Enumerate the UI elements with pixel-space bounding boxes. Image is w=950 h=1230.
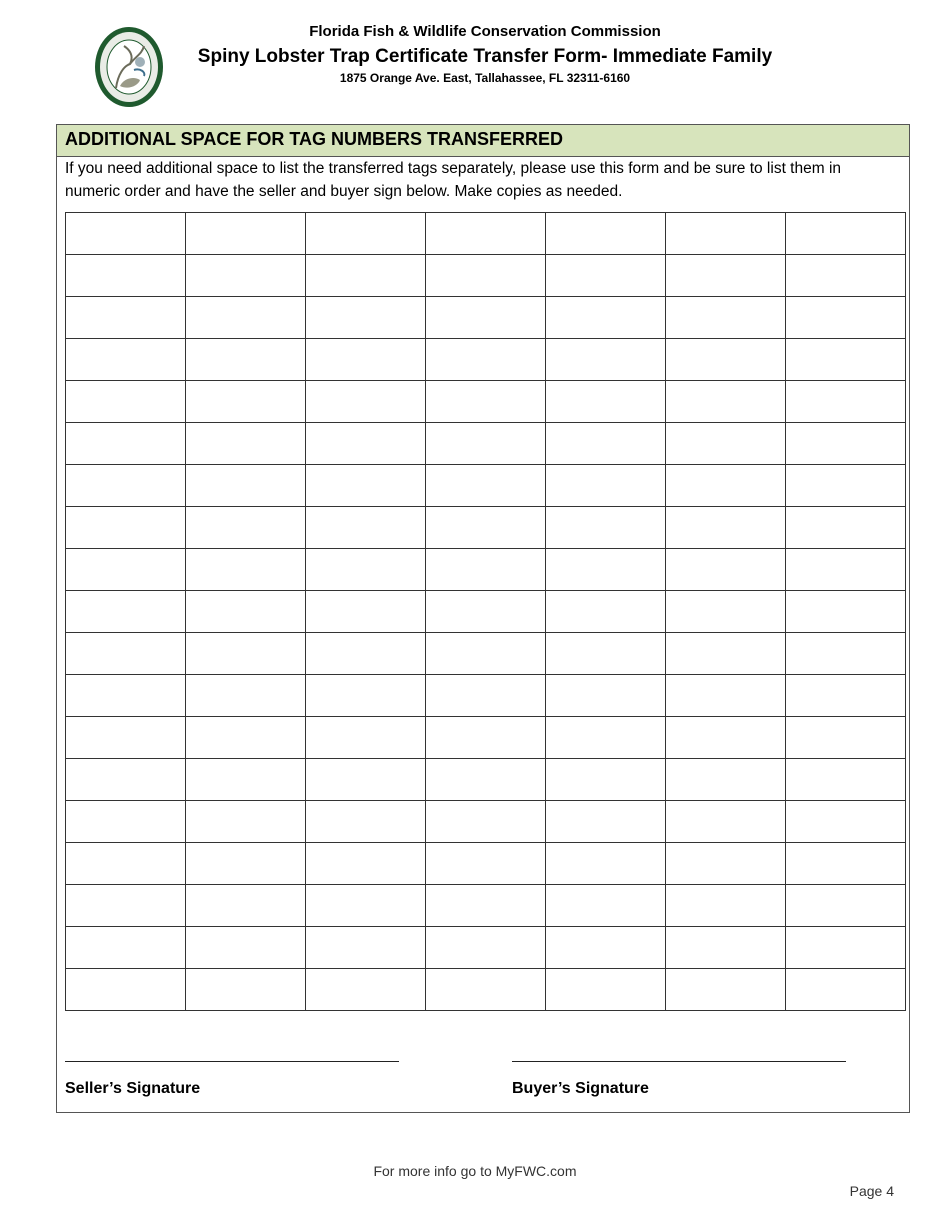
tag-number-cell[interactable] [546,465,666,507]
tag-number-cell[interactable] [786,885,906,927]
tag-number-cell[interactable] [66,591,186,633]
tag-number-cell[interactable] [666,507,786,549]
tag-number-cell[interactable] [666,927,786,969]
tag-number-cell[interactable] [306,381,426,423]
tag-number-cell[interactable] [66,801,186,843]
tag-number-cell[interactable] [306,843,426,885]
tag-number-cell[interactable] [66,297,186,339]
tag-number-cell[interactable] [786,297,906,339]
tag-number-cell[interactable] [666,969,786,1011]
table-row [66,255,906,297]
table-row [66,549,906,591]
tag-number-cell[interactable] [306,927,426,969]
tag-number-cell[interactable] [186,549,306,591]
form-title: Spiny Lobster Trap Certificate Transfer Form- Immediate Family [197,46,773,67]
tag-number-cell[interactable] [426,297,546,339]
tag-number-cell[interactable] [66,381,186,423]
table-row [66,297,906,339]
tag-number-cell[interactable] [66,339,186,381]
agency-address: 1875 Orange Ave. East, Tallahassee, FL 32311-6160 [339,71,631,85]
tag-number-cell[interactable] [66,927,186,969]
tag-number-cell[interactable] [306,717,426,759]
tag-number-cell[interactable] [666,675,786,717]
tag-number-cell[interactable] [426,549,546,591]
tag-number-cell[interactable] [426,675,546,717]
tag-number-cell[interactable] [426,927,546,969]
tag-number-cell[interactable] [306,885,426,927]
tag-number-cell[interactable] [666,423,786,465]
tag-number-cell[interactable] [426,759,546,801]
tag-number-cell[interactable] [666,885,786,927]
table-row [66,213,906,255]
tag-number-cell[interactable] [546,591,666,633]
tag-number-cell[interactable] [306,255,426,297]
tag-number-cell[interactable] [186,759,306,801]
tag-number-cell[interactable] [306,801,426,843]
tag-number-cell[interactable] [546,507,666,549]
tag-number-cell[interactable] [66,969,186,1011]
tag-number-cell[interactable] [186,507,306,549]
tag-number-cell[interactable] [66,507,186,549]
tag-number-cell[interactable] [666,381,786,423]
tag-number-cell[interactable] [186,633,306,675]
tag-number-cell[interactable] [786,465,906,507]
tag-number-cell[interactable] [786,843,906,885]
tag-number-cell[interactable] [306,549,426,591]
section-instructions: If you need additional space to list the transferred tags separately, please use this form and be sure to list them in numeric order and have the seller and buyer sign below. Make copies as needed. [65,160,842,200]
tag-number-cell[interactable] [666,255,786,297]
tag-number-cell[interactable] [186,969,306,1011]
tag-number-cell[interactable] [186,381,306,423]
tag-number-cell[interactable] [306,297,426,339]
tag-number-cell[interactable] [786,255,906,297]
table-row [66,465,906,507]
table-row [66,969,906,1011]
tag-numbers-section [56,124,910,1113]
tag-number-cell[interactable] [426,591,546,633]
tag-number-cell[interactable] [66,633,186,675]
table-row [66,759,906,801]
tag-number-cell[interactable] [66,885,186,927]
tag-number-cell[interactable] [66,423,186,465]
table-row [66,633,906,675]
tag-number-cell[interactable] [786,213,906,255]
tag-number-cell[interactable] [306,591,426,633]
tag-number-cell[interactable] [426,633,546,675]
tag-number-cell[interactable] [66,255,186,297]
tag-number-cell[interactable] [666,591,786,633]
tag-number-cell[interactable] [66,759,186,801]
tag-number-cell[interactable] [786,717,906,759]
tag-number-cell[interactable] [426,381,546,423]
tag-number-cell[interactable] [546,801,666,843]
tag-number-cell[interactable] [306,423,426,465]
tag-number-cell[interactable] [186,591,306,633]
tag-number-cell[interactable] [186,927,306,969]
table-row [66,927,906,969]
tag-number-cell[interactable] [426,423,546,465]
tag-number-cell[interactable] [546,759,666,801]
tag-number-cell[interactable] [426,255,546,297]
tag-number-cell[interactable] [426,213,546,255]
seller-signature-line[interactable] [65,1061,399,1062]
tag-number-cell[interactable] [306,759,426,801]
tag-number-cell[interactable] [666,213,786,255]
table-row [66,507,906,549]
tag-number-cell[interactable] [426,507,546,549]
tag-number-cell[interactable] [786,591,906,633]
tag-number-cell[interactable] [306,213,426,255]
section-title: ADDITIONAL SPACE FOR TAG NUMBERS TRANSFERRED [57,125,909,157]
table-row [66,381,906,423]
tag-number-cell[interactable] [426,717,546,759]
tag-number-cell[interactable] [546,885,666,927]
tag-number-cell[interactable] [546,969,666,1011]
footer-info: For more info go to MyFWC.com [373,1163,577,1179]
table-row [66,675,906,717]
tag-number-cell[interactable] [786,423,906,465]
table-row [66,591,906,633]
tag-number-cell[interactable] [66,549,186,591]
tag-number-cell[interactable] [786,339,906,381]
tag-number-cell[interactable] [186,843,306,885]
table-row [66,843,906,885]
tag-number-cell[interactable] [306,969,426,1011]
tag-number-cell[interactable] [186,885,306,927]
tag-number-cell[interactable] [186,423,306,465]
tag-number-cell[interactable] [186,675,306,717]
tag-number-cell[interactable] [186,339,306,381]
tag-number-cell[interactable] [546,633,666,675]
tag-number-cell[interactable] [66,213,186,255]
tag-number-cell[interactable] [786,759,906,801]
tag-number-cell[interactable] [306,339,426,381]
tag-number-cell[interactable] [546,843,666,885]
tag-number-cell[interactable] [66,717,186,759]
seller-signature-label: Seller’s Signature [65,1080,201,1097]
tag-number-cell[interactable] [426,339,546,381]
tag-number-cell[interactable] [186,255,306,297]
tag-number-cell[interactable] [306,465,426,507]
tag-number-cell[interactable] [666,465,786,507]
tag-number-cell[interactable] [306,507,426,549]
tag-number-cell[interactable] [786,381,906,423]
tag-number-cell[interactable] [426,465,546,507]
tag-number-cell[interactable] [786,507,906,549]
buyer-signature-label: Buyer’s Signature [512,1080,649,1097]
tag-number-cell[interactable] [786,969,906,1011]
tag-number-cell[interactable] [666,843,786,885]
tag-number-cell[interactable] [426,885,546,927]
tag-number-cell[interactable] [666,633,786,675]
tag-number-cell[interactable] [186,213,306,255]
tag-number-cell[interactable] [426,843,546,885]
table-row [66,423,906,465]
tag-number-cell[interactable] [546,297,666,339]
tag-number-cell[interactable] [66,465,186,507]
tag-number-cell[interactable] [666,339,786,381]
tag-number-cell[interactable] [66,675,186,717]
tag-number-cell[interactable] [546,255,666,297]
tag-number-cell[interactable] [186,297,306,339]
tag-number-cell[interactable] [666,759,786,801]
tag-number-cell[interactable] [546,927,666,969]
tag-number-cell[interactable] [786,675,906,717]
tag-number-cell[interactable] [666,297,786,339]
tag-number-cell[interactable] [786,549,906,591]
tag-number-cell[interactable] [186,717,306,759]
tag-number-cell[interactable] [546,675,666,717]
tag-number-grid [65,212,906,1011]
tag-number-cell[interactable] [186,465,306,507]
tag-number-cell[interactable] [786,633,906,675]
tag-number-cell[interactable] [546,423,666,465]
tag-number-cell[interactable] [666,549,786,591]
tag-number-cell[interactable] [666,717,786,759]
tag-number-cell[interactable] [546,549,666,591]
table-row [66,885,906,927]
tag-number-cell[interactable] [306,633,426,675]
tag-number-cell[interactable] [186,801,306,843]
fwc-seal-logo [94,26,164,108]
tag-number-cell[interactable] [426,969,546,1011]
tag-number-cell[interactable] [546,717,666,759]
page-number: Page 4 [849,1183,894,1199]
tag-number-cell[interactable] [66,843,186,885]
buyer-signature-line[interactable] [512,1061,846,1062]
tag-number-cell[interactable] [546,381,666,423]
table-row [66,717,906,759]
tag-number-cell[interactable] [546,213,666,255]
agency-name: Florida Fish & Wildlife Conservation Commission [309,23,661,40]
table-row [66,339,906,381]
tag-number-cell[interactable] [426,801,546,843]
table-row [66,801,906,843]
tag-number-cell[interactable] [546,339,666,381]
tag-number-cell[interactable] [786,927,906,969]
tag-number-cell[interactable] [306,675,426,717]
tag-number-cell[interactable] [786,801,906,843]
tag-number-cell[interactable] [666,801,786,843]
